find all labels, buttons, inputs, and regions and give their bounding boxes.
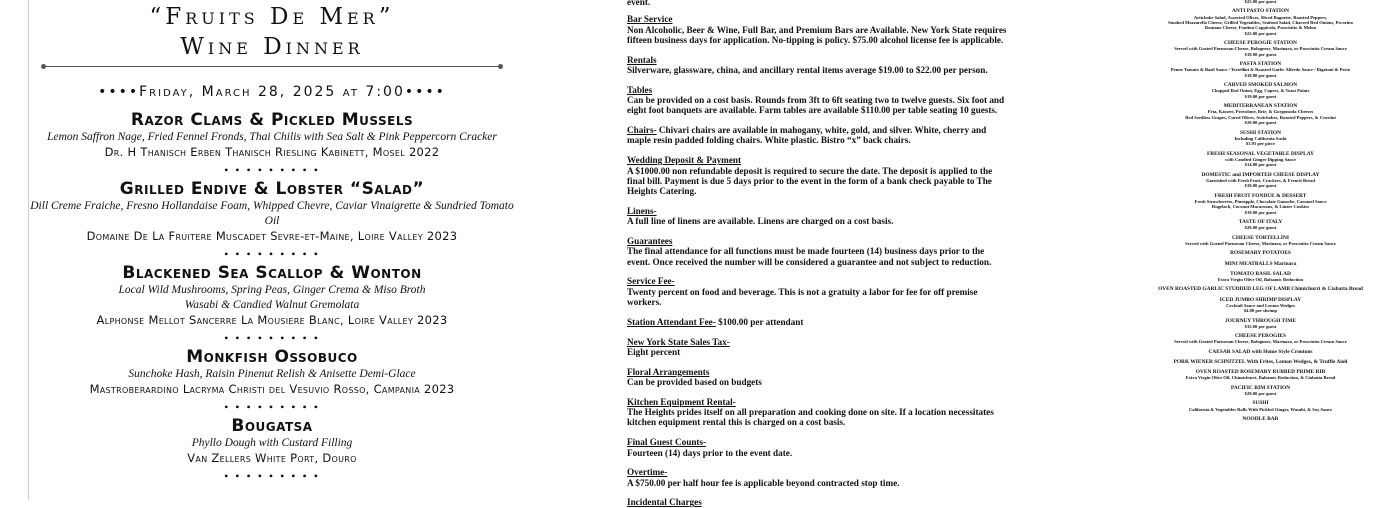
course-description: Sunchoke Hash, Raisin Pinenut Relish & Anisette Demi-Glace <box>128 368 416 380</box>
course-item <box>29 110 515 177</box>
station-item <box>1135 261 1386 267</box>
station-list <box>1135 8 1386 422</box>
policy-text: Silverware, glassware, china, and ancillary rental items average $19.00 to $22.00 per person. <box>627 64 988 75</box>
station-name: DOMESTIC and IMPORTED CHEESE DISPLAY <box>1201 171 1320 178</box>
station-name: MINI MEATBALLS Marinara <box>1224 260 1297 267</box>
policy-heading: Linens- <box>627 205 657 216</box>
station-detail: Rugelach, Coconut Macaroons, & Linzer Cookies <box>1211 204 1310 210</box>
course-separator: • • • • • • • • • <box>224 163 320 177</box>
station-detail: $19.00 per guest <box>1244 209 1277 215</box>
station-item <box>1135 416 1386 422</box>
policy-heading: Incidental Charges <box>627 497 702 508</box>
station-item <box>1135 172 1386 189</box>
policy-text: $100.00 per attendant <box>715 316 804 327</box>
station-detail: $3.95 per piece <box>1245 141 1276 147</box>
station-item <box>1135 103 1386 125</box>
policy-item <box>627 276 1009 307</box>
station-item <box>1135 286 1386 292</box>
station-name: FRESH FRUIT FONDUE & DESSERT <box>1214 192 1307 199</box>
policy-item <box>627 317 1009 327</box>
course-description: Local Wild Mushrooms, Spring Peas, Ginger Crema & Miso Broth <box>118 284 426 296</box>
station-name: OVEN ROASTED ROSEMARY RUBBED PRIME RIB <box>1195 369 1326 376</box>
policy-item <box>627 367 1009 388</box>
station-name: PACIFIC RIM STATION <box>1230 384 1291 391</box>
course-name: Bougatsa <box>231 416 313 436</box>
station-detail: Chopped Red Onion, Egg, Capers, & Toast Points <box>1211 88 1310 94</box>
station-detail: Served with Grated Parmesan Cheese, Bolognese, Marinara, or Prosciutto Cream Sauce <box>1174 339 1347 345</box>
policy-text: Can be provided on a cost basis. Rounds from 3ft to 6ft seating two to twelve guests. Six foot and eight foot banquets are available. Farm tables are available $110.00 per table seating 10 guests. <box>627 95 1005 116</box>
station-name: ICED JUMBO SHRIMP DISPLAY <box>1219 296 1302 303</box>
station-item <box>1135 151 1386 168</box>
course-separator: • • • • • • • • • <box>224 247 320 261</box>
station-detail: Cocktail Sauce and Lemon Wedges <box>1226 302 1295 308</box>
station-name: CHEESE TORTELLINI <box>1232 234 1289 241</box>
station-detail: $22.00 per guest <box>1244 30 1277 36</box>
station-item <box>1135 219 1386 231</box>
station-detail: $29.00 per guest <box>1244 225 1277 231</box>
policy-text: Can be provided based on budgets <box>627 377 762 388</box>
policy-item <box>627 125 1009 146</box>
policy-heading: Guarantees <box>627 236 673 247</box>
policy-heading: Service Fee- <box>627 276 675 287</box>
wine-pairing: Domaine De La Fruitere Muscadet Sevre-et-Maine, Loire Valley 2023 <box>86 229 458 243</box>
policy-text: A $750.00 per half hour fee is applicable beyond contracted stop time. <box>627 477 900 488</box>
course-item <box>29 263 515 345</box>
station-name: MEDITERRANEAN STATION <box>1223 103 1298 110</box>
station-detail: $4.00 per shrimp <box>1243 308 1278 314</box>
policy-item <box>627 337 1009 358</box>
policy-text: Chivari chairs are available in mahogany, white, gold, and silver. White, cherry and maple resin padded folding chairs. White plastic. Bistro “x” back chairs. <box>627 125 987 146</box>
station-item <box>1135 40 1386 57</box>
course-description: Dill Creme Fraiche, Fresno Hollandaise Foam, Whipped Chevre, Caviar Vinaigrette & Sundried Tomato Oil <box>30 200 514 227</box>
stations-document <box>1015 0 1400 500</box>
station-detail: Penne Tomato & Basil Sauce / Tortellini & Roasted Garlic Alfredo Sauce / Rigatoni & Pesto <box>1170 67 1351 73</box>
course-item <box>29 416 515 483</box>
policy-text: Non Alcoholic, Beer & Wine, Full Bar, and Premium Bars are Available. New York State requires fifteen business days for application. No-tipping is policy. $75.00 alcohol license fee is applicable. <box>627 24 1007 45</box>
course-name: Monkfish Ossobuco <box>186 347 358 367</box>
policy-heading: Wedding Deposit & Payment <box>627 155 742 166</box>
wine-dinner-menu <box>28 0 516 500</box>
event-date: ••••Friday, March 28, 2025 at 7:00•••• <box>98 84 446 100</box>
policy-text: Fourteen (14) days prior to the event date. <box>627 447 793 458</box>
policy-item <box>627 14 1009 45</box>
station-name: PASTA STATION <box>1239 61 1282 68</box>
policy-text: Twenty percent on food and beverage. This is not a gratuity a labor for fee for off premise workers. <box>627 286 978 308</box>
course-description: Phyllo Dough with Custard Filling <box>191 437 353 449</box>
course-name: Blackened Sea Scallop & Wonton <box>122 263 422 283</box>
station-name: PORK WIENER SCHNITZEL With Frites, Lemon Wedges, & Truffle Aioli <box>1173 359 1348 366</box>
station-item <box>1135 369 1386 381</box>
policy-item <box>627 55 1009 76</box>
station-item <box>1135 235 1386 247</box>
menu-title-line2: Wine Dinner <box>180 34 364 60</box>
station-detail: $20.00 per guest <box>1244 120 1277 126</box>
station-detail: California & Vegetables Rolls With Pickled Ginger, Wasabi, & Soy Sauce <box>1188 406 1332 412</box>
station-detail: with Candied Ginger Dipping Sauce <box>1225 156 1296 162</box>
station-name: CHEESE PEROGIES <box>1234 333 1287 340</box>
policy-text: The Heights prides itself on all preparation and cooking done on site. If a location necessitates kitchen equipment rental this is charged on a cost basis. <box>627 407 994 428</box>
policy-item <box>627 206 1009 227</box>
station-item <box>1135 193 1386 215</box>
station-item <box>1135 400 1386 412</box>
policy-item <box>627 397 1009 428</box>
course-list <box>29 110 515 483</box>
station-detail: $19.00 per guest <box>1244 93 1277 99</box>
course-separator: • • • • • • • • • <box>224 331 320 345</box>
station-detail: Romano Cheese, Fontina Cappicola, Prosciutto & Melon <box>1204 25 1317 31</box>
course-separator: • • • • • • • • • <box>224 400 320 414</box>
station-item <box>1135 130 1386 147</box>
policy-list <box>627 14 1009 507</box>
course-name: Grilled Endive & Lobster “Salad” <box>119 179 425 199</box>
policy-item <box>627 85 1009 116</box>
wine-pairing: Mastroberardino Lacryma Christi del Vesuvio Rosso, Campania 2023 <box>89 382 455 396</box>
station-detail: $18.00 per guest <box>1244 72 1277 78</box>
station-item <box>1135 271 1386 283</box>
station-detail: Artichoke Salad, Assorted Olives, Sliced Baguette, Roasted Peppers, <box>1193 14 1328 20</box>
station-detail: Red Seedless Grapes, Cured Olives, Artichokes, Roasted Peppers, & Crostini <box>1185 114 1336 120</box>
station-detail: $18.00 per guest <box>1244 51 1277 57</box>
station-name: CARVED SMOKED SALMON <box>1223 82 1298 89</box>
station-detail: $14.00 per guest <box>1244 162 1277 168</box>
wine-pairing: Van Zellers White Port, Douro <box>187 451 357 465</box>
policy-heading: Station Attendant Fee- <box>627 316 716 327</box>
policy-heading: Overtime- <box>627 467 668 478</box>
station-name: TASTE OF ITALY <box>1238 219 1283 226</box>
station-item <box>1135 318 1386 330</box>
policy-item <box>627 437 1009 458</box>
course-name: Razor Clams & Pickled Mussels <box>130 110 414 130</box>
station-name: CHEESE PEROGIE STATION <box>1224 40 1297 47</box>
stations-top-fragment: $25.00 per guest <box>1244 0 1277 4</box>
station-detail: Garnished with Fresh Fruit, Crackers, & French Bread <box>1206 177 1315 183</box>
policy-text: A full line of linens are available. Linens are charged on a cost basis. <box>627 216 894 227</box>
policy-heading: Final Guest Counts- <box>627 437 707 448</box>
station-name: CAESAR SALAD with Home Style Croutons <box>1208 348 1313 355</box>
station-item <box>1135 8 1386 36</box>
station-name: SUSHI STATION <box>1240 129 1281 136</box>
menu-title-line1: “Fruits De Mer” <box>149 4 395 30</box>
station-detail: Extra Virgin Olive Oil, Chimichurri, Balsamic Reduction, & Ciabatta Bread <box>1185 375 1336 381</box>
policy-heading: Floral Arrangements <box>627 366 710 377</box>
station-detail: Smoked Mozzarella Cheese, Grilled Vegetables, Seafood Salad, Charred Red Onions, Pecorino <box>1168 20 1353 26</box>
policies-document <box>515 0 1015 508</box>
wine-pairing: Alphonse Mellot Sancerre La Mousiere Blanc, Loire Valley 2023 <box>96 313 448 327</box>
station-detail: Fresh Strawberries, Pineapple, Chocolate Ganache, Caramel Sauce <box>1194 198 1327 204</box>
policy-item <box>627 497 1009 507</box>
policy-text: The final attendance for all functions must be made fourteen (14) business days prior to the event. Once received the number will be considered a guarantee and not subject to reduction. <box>627 246 992 267</box>
station-detail: Extra Virgin Olive Oil, Balsamic Reduction <box>1217 277 1304 282</box>
policy-heading: Tables <box>627 84 653 95</box>
station-detail: Including California Sushi <box>1234 135 1287 141</box>
station-name: SUSHI <box>1252 400 1269 407</box>
station-item <box>1135 82 1386 99</box>
policy-heading: Kitchen Equipment Rental- <box>627 396 736 407</box>
policy-text: Eight percent <box>627 346 681 357</box>
policy-item <box>627 236 1009 267</box>
policy-item <box>627 155 1009 196</box>
course-separator: • • • • • • • • • <box>224 469 320 483</box>
course-item <box>29 179 515 261</box>
station-detail: $29.00 per guest <box>1244 391 1277 397</box>
station-name: ANTI PASTO STATION <box>1231 8 1290 15</box>
station-item <box>1135 333 1386 345</box>
policies-top-fragment: event. <box>627 0 651 7</box>
station-item <box>1135 250 1386 256</box>
station-name: NOODLE BAR <box>1242 416 1279 423</box>
station-detail: $19.00 per guest <box>1244 183 1277 189</box>
station-item <box>1135 297 1386 314</box>
course-description: Wasabi & Candied Walnut Gremolata <box>184 299 360 311</box>
station-item <box>1135 385 1386 397</box>
wine-pairing: Dr. H Thanisch Erben Thanisch Riesling Kabinett, Mosel 2022 <box>104 145 440 159</box>
station-item <box>1135 61 1386 78</box>
station-name: ROSEMARY POTATOES <box>1230 250 1291 257</box>
policy-heading: Rentals <box>627 54 657 65</box>
course-description: Lemon Saffron Nage, Fried Fennel Fronds, Thai Chilis with Sea Salt & Pink Peppercorn Cracker <box>47 131 497 143</box>
station-detail: Feta, Kasseri, Provolone, Brie, & Gorgonzola Cheeses <box>1207 109 1314 115</box>
station-item <box>1135 359 1386 365</box>
station-detail: Served with Grated Parmesan Cheese, Bolognese, Marinara, or Prosciutto Cream Sauce <box>1174 46 1347 52</box>
policy-heading: Chairs- <box>627 125 657 136</box>
station-name: FRESH SEASONAL VEGETABLE DISPLAY <box>1207 150 1314 157</box>
policy-heading: Bar Service <box>627 14 673 25</box>
policy-heading: New York State Sales Tax- <box>627 336 730 347</box>
station-item <box>1135 349 1386 355</box>
station-name: JOURNEY THROUGH TIME <box>1225 317 1296 324</box>
station-name: TOMATO BASIL SALAD <box>1230 270 1291 277</box>
course-item <box>29 347 515 414</box>
policy-item <box>627 467 1009 488</box>
station-detail: Served with Grated Parmesan Cheese, Marinara, or Prosciutto Cream Sauce <box>1185 240 1336 246</box>
station-detail: $35.00 per guest <box>1244 323 1277 329</box>
policy-text: A $1000.00 non refundable deposit is required to secure the date. The deposit is applied to the final bill. Payment is due 5 days prior to the event in the form of a bank check payable to The Heights Catering. <box>627 165 993 197</box>
station-name: OVEN ROASTED GARLIC STUDDED LEG OF LAMB Chimichurri & Ciabatta Bread <box>1158 286 1363 293</box>
title-divider <box>43 66 501 73</box>
